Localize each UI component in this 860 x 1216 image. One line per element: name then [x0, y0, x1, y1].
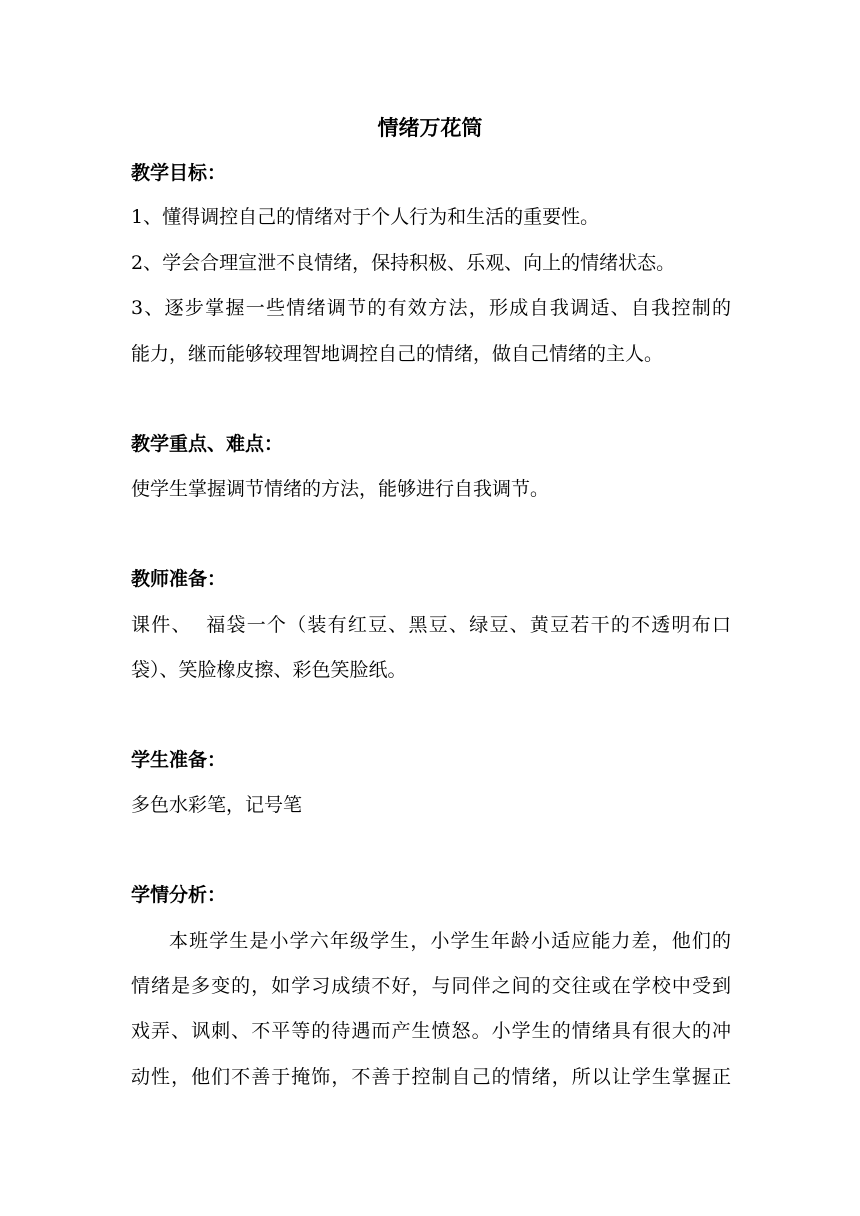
- analysis-line-4: 动性，他们不善于掩饰，不善于控制自己的情绪，所以让学生掌握正: [131, 1066, 731, 1088]
- teacher-prep-line-2: 袋）、笑脸橡皮擦、彩色笑脸纸。: [131, 659, 407, 681]
- key-points-heading: 教学重点、难点：: [131, 433, 284, 455]
- student-prep-heading: 学生准备：: [131, 749, 227, 771]
- teacher-prep-heading: 教师准备：: [131, 568, 227, 590]
- student-prep-line-1: 多色水彩笔，记号笔: [131, 794, 303, 816]
- objective-line-2: 2、学会合理宣泄不良情绪，保持积极、乐观、向上的情绪状态。: [131, 252, 676, 274]
- objectives-heading: 教学目标：: [131, 162, 227, 184]
- objective-line-4: 能力，继而能够较理智地调控自己的情绪，做自己情绪的主人。: [131, 343, 664, 365]
- key-points-line-1: 使学生掌握调节情绪的方法，能够进行自我调节。: [131, 478, 550, 500]
- teacher-prep-line-1: 课件、 福袋一个（装有红豆、黑豆、绿豆、黄豆若干的不透明布口: [131, 614, 731, 636]
- document-title: 情绪万花筒: [377, 116, 483, 140]
- analysis-line-2: 情绪是多变的，如学习成绩不好，与同伴之间的交往或在学校中受到: [131, 975, 731, 997]
- analysis-line-1: 本班学生是小学六年级学生，小学生年龄小适应能力差，他们的: [169, 930, 731, 952]
- objective-line-1: 1、懂得调控自己的情绪对于个人行为和生活的重要性。: [131, 206, 600, 228]
- analysis-line-3: 戏弄、讽刺、不平等的待遇而产生愤怒。小学生的情绪具有很大的冲: [131, 1020, 731, 1042]
- objective-line-3: 3、逐步掌握一些情绪调节的有效方法，形成自我调适、自我控制的: [131, 297, 731, 319]
- analysis-heading: 学情分析：: [131, 884, 227, 906]
